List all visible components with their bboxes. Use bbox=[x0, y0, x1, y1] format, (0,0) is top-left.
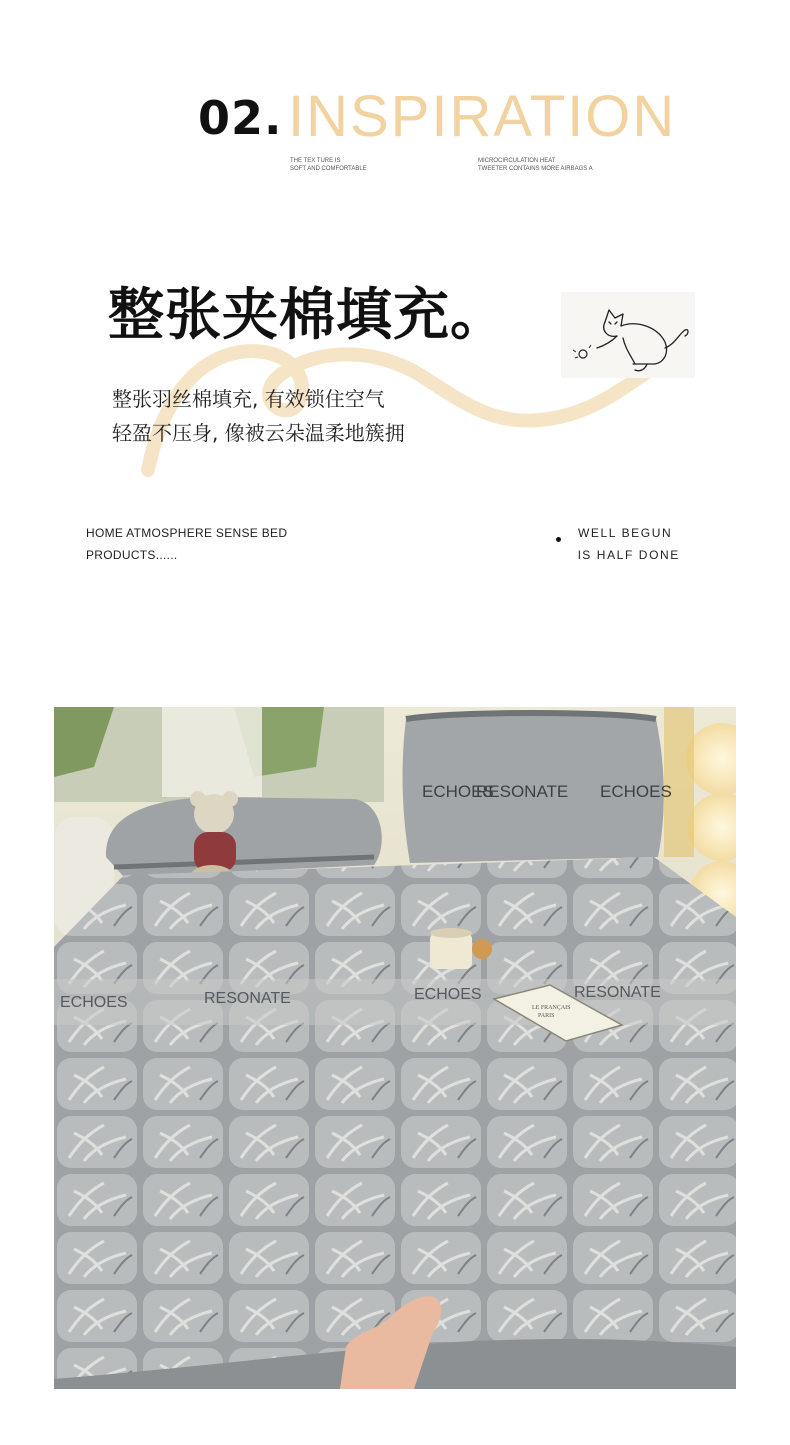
headline: 整张夹棉填充。 bbox=[108, 283, 507, 348]
cat-icon bbox=[561, 292, 695, 378]
texture-note bbox=[290, 157, 367, 173]
pad-text-2: RESONATE bbox=[204, 990, 291, 1007]
description-line-2: 轻盈不压身, 像被云朵温柔地簇拥 bbox=[112, 421, 405, 445]
book-subtitle: PARIS bbox=[538, 1013, 555, 1019]
section-number: 02. bbox=[198, 91, 283, 145]
cat-illustration bbox=[561, 292, 695, 378]
tagline-left bbox=[86, 522, 287, 566]
tagline-right-line-1: WELL BEGUN bbox=[578, 526, 673, 540]
bullet-dot bbox=[556, 537, 561, 542]
description-line-1: 整张羽丝棉填充, 有效锁住空气 bbox=[112, 387, 385, 411]
tagline-left-line-1: HOME ATMOSPHERE SENSE BED bbox=[86, 526, 288, 540]
product-photo bbox=[54, 707, 736, 1389]
tagline-right-line-2: lS HALF DONE bbox=[578, 548, 680, 562]
tagline-right bbox=[578, 522, 680, 566]
microcirculation-note-line-1: MICROCIRCULATION HEAT bbox=[478, 158, 556, 164]
microcirculation-note-line-2: TWEETER CONTAINS MORE AIRBAGS A bbox=[478, 166, 593, 172]
description bbox=[112, 382, 405, 450]
pillow-text-1: ECHOES bbox=[422, 782, 494, 801]
microcirculation-note bbox=[478, 157, 593, 173]
pad-text-4: RESONATE bbox=[574, 984, 661, 1001]
pad-text-1: ECHOES bbox=[60, 994, 128, 1011]
book-title: LE FRANÇAIS bbox=[532, 1005, 571, 1011]
pad-text-3: ECHOES bbox=[414, 986, 482, 1003]
pillow-text-3: ECHOES bbox=[600, 782, 672, 801]
bed-scene bbox=[54, 707, 736, 1389]
section-title: INSPIRATION bbox=[288, 84, 677, 149]
pillow-text-2: RESONATE bbox=[476, 782, 569, 801]
texture-note-line-1: THE TEX TURE IS bbox=[290, 158, 341, 164]
texture-note-line-2: SOFT AND COMFORTABLE bbox=[290, 166, 367, 172]
tagline-left-line-2: PRODUCTS...... bbox=[86, 548, 178, 562]
